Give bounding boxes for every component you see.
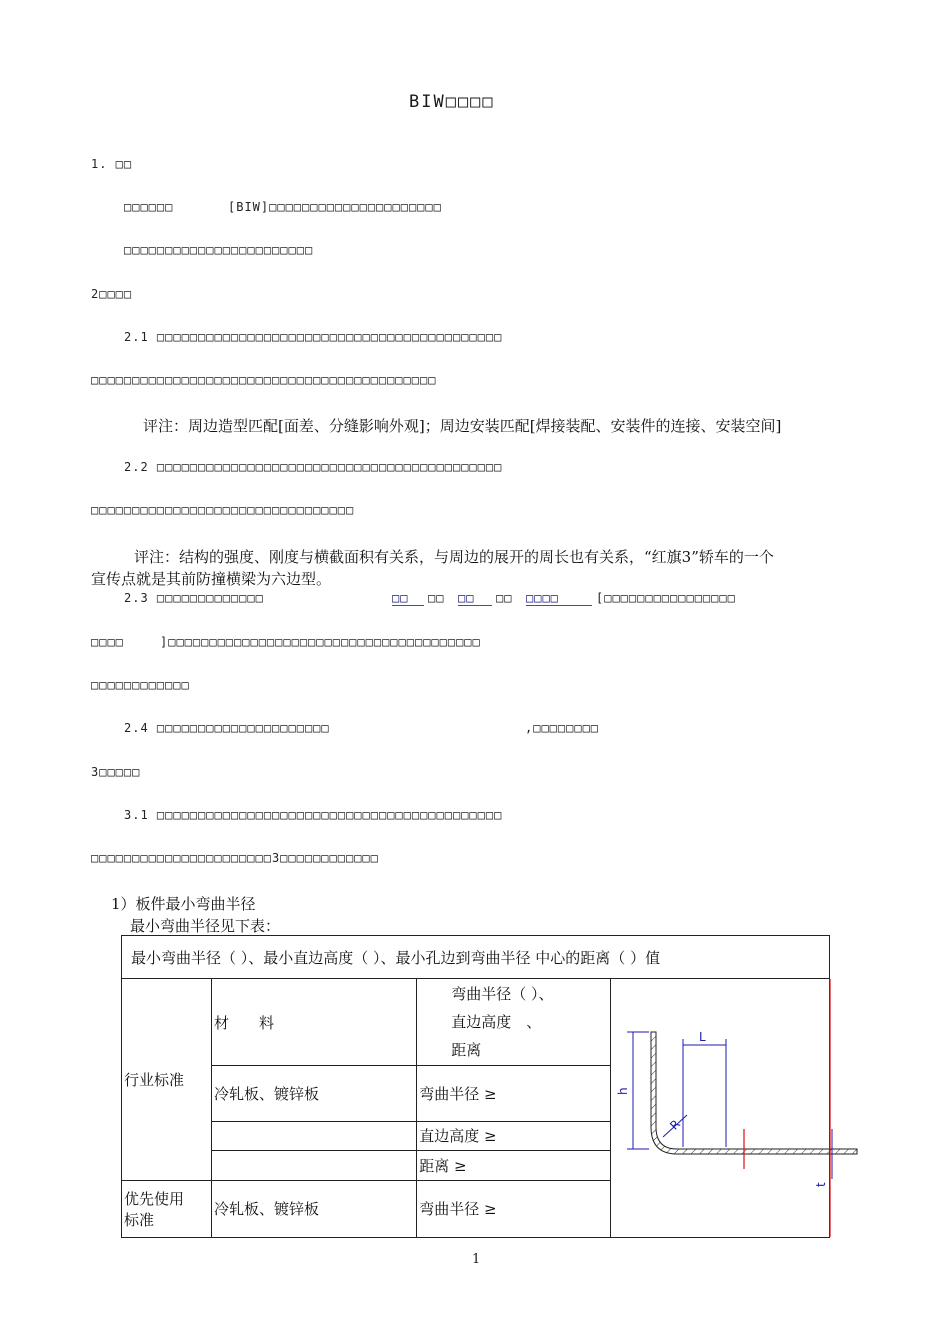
page-number: 1 xyxy=(472,1252,481,1267)
s2-3-sep-1: □□ xyxy=(428,591,445,605)
spec-header-cell xyxy=(417,979,611,1066)
row1-material: 冷轧板、镀锌板 xyxy=(211,1066,416,1121)
s1-line2: □□□□□□□□□□□□□□□□□□□□□□□ xyxy=(124,243,314,257)
label-R: R xyxy=(667,1116,683,1133)
label-L: L xyxy=(698,1030,706,1044)
s2-3-sep-2: □□ xyxy=(496,591,513,605)
s2-1-line2: □□□□□□□□□□□□□□□□□□□□□□□□□□□□□□□□□□□□□□□□□□ xyxy=(91,373,437,387)
s2-3-line2-a: □□□□ xyxy=(91,635,124,649)
spec-header-line-2: 直边高度 、 xyxy=(451,1013,542,1032)
row3-value: 距离 ≥ xyxy=(417,1150,611,1180)
preferred-standard-cell xyxy=(122,1180,212,1237)
s2-3-link-2[interactable]: □□ xyxy=(458,591,492,606)
label-h: h xyxy=(615,1087,630,1095)
item-1-subheading: 最小弯曲半径见下表： xyxy=(130,917,281,935)
bend-figure-cell xyxy=(610,979,829,1238)
s2-4-b: ,□□□□□□□□ xyxy=(525,721,600,735)
spec-header-line-1: 弯曲半径（ ）、 xyxy=(451,985,554,1004)
page-title: BIW□□□□ xyxy=(409,92,495,112)
preferred-line-2: 标准 xyxy=(124,1210,155,1229)
s2-2-line1: 2.2 □□□□□□□□□□□□□□□□□□□□□□□□□□□□□□□□□□□□□□□□□□ xyxy=(124,460,503,474)
label-t: t xyxy=(813,1182,828,1187)
row1-value: 弯曲半径 ≥ xyxy=(417,1066,611,1121)
table-header: 最小弯曲半径（ ）、最小直边高度（ ）、最小孔边到弯曲半径 中心的距离（ ）值 xyxy=(122,936,830,979)
s2-3-tail: [□□□□□□□□□□□□□□□□ xyxy=(596,591,736,605)
row4-value: 弯曲半径 ≥ xyxy=(417,1180,611,1237)
bent-sheet-profile xyxy=(651,1032,857,1154)
s2-3-link-3[interactable]: □□□□ xyxy=(526,591,592,606)
s2-3-link-1[interactable]: □□ xyxy=(392,591,424,606)
s1-line1-b: [BIW]□□□□□□□□□□□□□□□□□□□□□ xyxy=(228,200,442,214)
row2-material xyxy=(211,1121,416,1150)
s3-1-line1: 3.1 □□□□□□□□□□□□□□□□□□□□□□□□□□□□□□□□□□□□□□□□□□ xyxy=(124,808,503,822)
s2-4-a: 2.4 □□□□□□□□□□□□□□□□□□□□□ xyxy=(124,721,330,735)
s2-2-line2: □□□□□□□□□□□□□□□□□□□□□□□□□□□□□□□□ xyxy=(91,503,355,517)
row4-material: 冷轧板、镀锌板 xyxy=(211,1180,416,1237)
section-2-heading: 2□□□□ xyxy=(91,287,133,301)
s2-2-comment-line1: 评注：结构的强度、刚度与横截面积有关系，与周边的展开的周长也有关系，“红旗3”轿车的一个 xyxy=(134,548,774,566)
s2-1-comment: 评注：周边造型匹配[面差、分缝影响外观]；周边安装匹配[焊接装配、安装件的连接、安装空间] xyxy=(143,417,782,435)
industry-standard-cell: 行业标准 xyxy=(122,979,212,1181)
section-3-heading: 3□□□□□ xyxy=(91,765,141,779)
s2-3-line2-b: ]□□□□□□□□□□□□□□□□□□□□□□□□□□□□□□□□□□□□□□ xyxy=(160,635,481,649)
min-bend-radius-table xyxy=(121,935,830,1238)
preferred-line-1: 优先使用 xyxy=(124,1189,185,1208)
spec-header-line-3: 距离 xyxy=(451,1041,482,1060)
section-1-heading: 1. □□ xyxy=(91,157,133,171)
s3-1-line2: □□□□□□□□□□□□□□□□□□□□□□3□□□□□□□□□□□□ xyxy=(91,851,379,865)
item-1-heading: 1）板件最小弯曲半径 xyxy=(111,895,256,913)
s2-1-line1: 2.1 □□□□□□□□□□□□□□□□□□□□□□□□□□□□□□□□□□□□□□□□□□ xyxy=(124,330,503,344)
s2-2-comment-line2: 宣传点就是其前防撞横梁为六边型。 xyxy=(91,570,332,588)
material-header-cell: 材 料 xyxy=(211,979,416,1066)
s2-3-lead: 2.3 □□□□□□□□□□□□□ xyxy=(124,591,264,605)
bend-diagram xyxy=(611,979,829,1237)
s2-3-line3: □□□□□□□□□□□□ xyxy=(91,678,190,692)
row3-material xyxy=(211,1150,416,1180)
row2-value: 直边高度 ≥ xyxy=(417,1121,611,1150)
s1-line1-a: □□□□□□ xyxy=(124,200,174,214)
